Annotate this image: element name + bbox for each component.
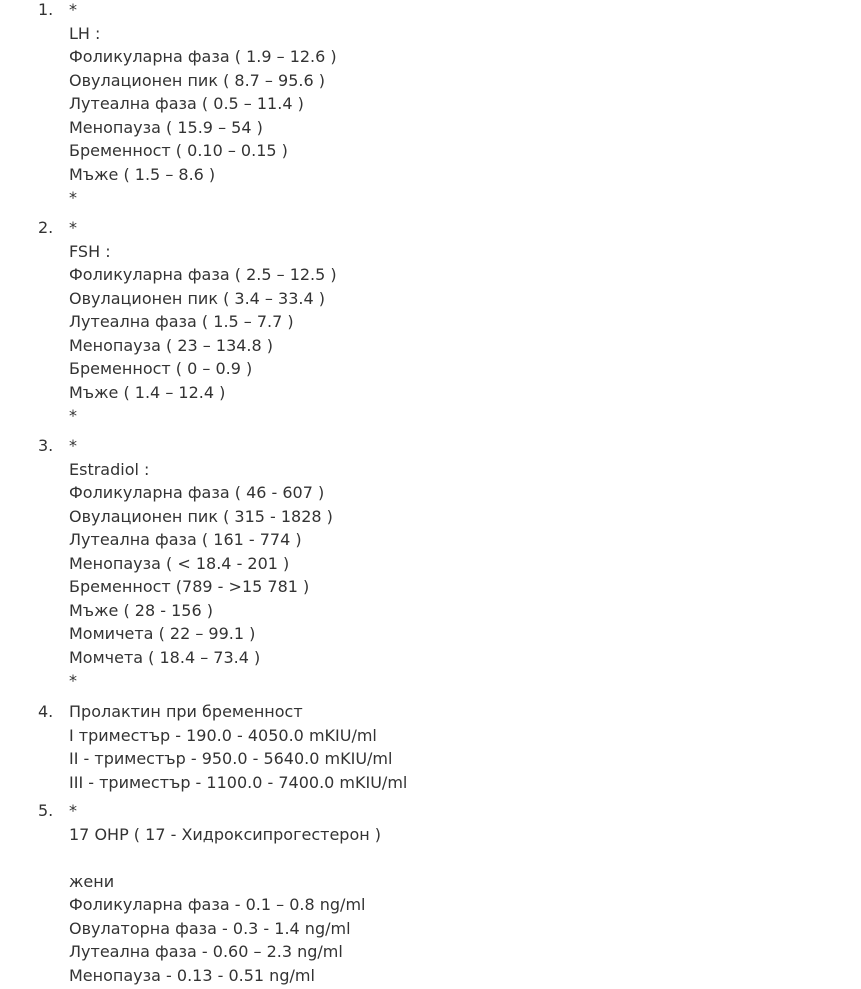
range-line: Менопауза ( < 18.4 - 201 ) — [69, 553, 290, 573]
range-line: Мъже ( 28 - 156 ) — [69, 600, 213, 620]
range-line: Овулаторна фаза - 0.3 - 1.4 ng/ml — [69, 918, 351, 938]
range-line: Фоликуларна фаза ( 1.9 – 12.6 ) — [69, 47, 337, 66]
range-line: Фоликуларна фаза ( 46 - 607 ) — [69, 483, 325, 502]
list-item-lh — [0, 0, 861, 210]
range-line: Менопауза ( 23 – 134.8 ) — [69, 335, 274, 355]
separator-star: * — [69, 436, 77, 455]
range-line: Менопауза ( 15.9 – 54 ) — [69, 117, 263, 137]
range-line: Бременност ( 0.10 – 0.15 ) — [69, 141, 288, 160]
section-heading: 17 OHP ( 17 - Хидроксипрогестерон ) — [69, 824, 382, 844]
section-heading: FSH : — [69, 241, 111, 261]
range-line: Момчета ( 18.4 – 73.4 ) — [69, 647, 261, 667]
range-line: III - триместър - 1100.0 - 7400.0 mKIU/ml — [69, 772, 408, 792]
range-line: Лутеална фаза ( 161 - 774 ) — [69, 530, 302, 549]
separator-star: * — [69, 801, 77, 820]
range-line: I триместър - 190.0 - 4050.0 mKIU/ml — [69, 725, 377, 745]
range-line: Бременност ( 0 – 0.9 ) — [69, 359, 253, 378]
separator-star: * — [69, 218, 77, 237]
range-line: Лутеална фаза ( 0.5 – 11.4 ) — [69, 94, 304, 113]
list-number: 5. — [38, 801, 54, 820]
separator-star: * — [69, 188, 77, 207]
list-number: 2. — [38, 218, 54, 237]
list-item-estradiol — [0, 434, 861, 693]
range-line: Менопауза - 0.13 - 0.51 ng/ml — [69, 965, 315, 985]
subheading: жени — [69, 871, 115, 891]
section-heading: LH : — [69, 23, 101, 43]
separator-star: * — [69, 406, 77, 425]
blank-line — [69, 846, 861, 870]
range-line: Фоликуларна фаза - 0.1 – 0.8 ng/ml — [69, 895, 366, 914]
range-line: II - триместър - 950.0 - 5640.0 mKIU/ml — [69, 749, 393, 768]
list-number: 4. — [38, 702, 54, 721]
section-heading: Пролактин при бременност — [69, 702, 303, 721]
list-item-17-ohp — [0, 799, 861, 987]
range-line: Мъже ( 1.4 – 12.4 ) — [69, 382, 226, 402]
separator-star: * — [69, 0, 77, 19]
range-line: Овулационен пик ( 8.7 – 95.6 ) — [69, 70, 325, 90]
range-line: Бременност (789 - >15 781 ) — [69, 577, 310, 596]
range-line: Лутеална фаза ( 1.5 – 7.7 ) — [69, 312, 294, 331]
range-line: Лутеална фаза - 0.60 – 2.3 ng/ml — [69, 942, 343, 961]
list-item-prolactin — [0, 700, 861, 794]
range-line: Мъже ( 1.5 – 8.6 ) — [69, 164, 216, 184]
range-line: Момичета ( 22 – 99.1 ) — [69, 624, 256, 643]
range-line: Овулационен пик ( 3.4 – 33.4 ) — [69, 288, 325, 308]
range-line: Фоликуларна фаза ( 2.5 – 12.5 ) — [69, 265, 337, 284]
separator-star: * — [69, 671, 77, 690]
list-number: 3. — [38, 436, 54, 455]
list-number: 1. — [38, 0, 54, 19]
list-item-fsh — [0, 216, 861, 428]
section-heading: Estradiol : — [69, 459, 150, 479]
range-line: Овулационен пик ( 315 - 1828 ) — [69, 506, 333, 526]
